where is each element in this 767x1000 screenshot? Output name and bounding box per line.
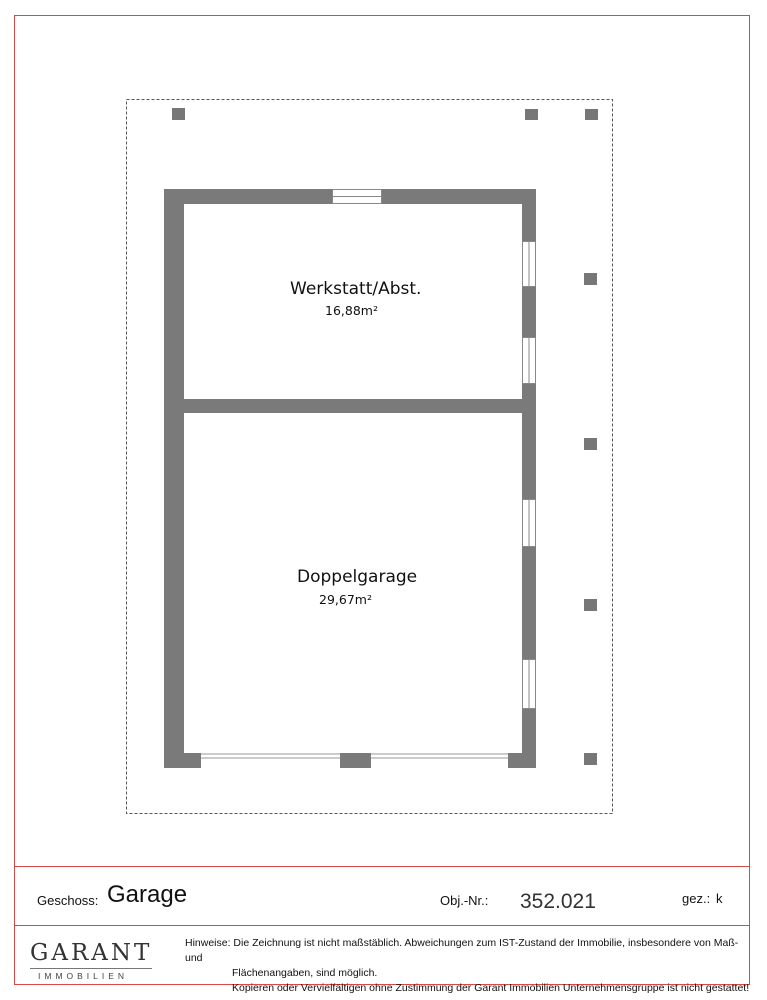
wall-top [382,189,536,204]
wall-right [522,287,536,337]
logo-rule [30,968,152,969]
room-area-doppelgarage: 29,67m² [319,592,372,607]
disclaimer-line: Kopieren oder Vervielfältigen ohne Zustimmung der Garant Immobilien Unternehmensgruppe ist nicht gestattet! [232,982,750,994]
wall-bottom [164,753,201,768]
post [585,109,598,120]
gez-label: gez.: [682,891,711,906]
wall-interior [164,399,536,413]
property-outline [127,100,613,814]
wall-right [522,189,536,241]
room-area-werkstatt: 16,88m² [325,303,378,318]
wall-left [164,189,184,768]
geschoss-label: Geschoss: [37,893,99,908]
disclaimer-line: Hinweise: Die Zeichnung ist nicht maßstäblich. Abweichungen zum IST-Zustand der Immobilie, insbesondere von Maß- und [185,937,739,964]
disclaimer-line: Flächenangaben, sind möglich. [232,967,378,979]
geschoss-value: Garage [107,881,188,908]
post [584,753,597,765]
wall-top [164,189,332,204]
room-name-doppelgarage: Doppelgarage [297,567,418,587]
obj-nr-value: 352.021 [520,890,596,913]
post [525,109,538,120]
wall-right [522,547,536,659]
logo-subtitle: IMMOBILIEN [38,971,129,981]
logo-wordmark: GARANT [30,940,153,966]
post [172,108,185,120]
windows [332,190,536,710]
post [584,599,597,611]
walls [164,189,536,768]
obj-nr-label: Obj.-Nr.: [440,893,489,908]
gez-value: k [716,891,723,906]
wall-bottom [508,753,536,768]
room-name-werkstatt: Werkstatt/Abst. [290,279,422,299]
post [584,273,597,285]
wall-bottom [340,753,371,768]
post [584,438,597,450]
garant-logo [30,940,160,981]
disclaimer-notes [185,936,750,996]
